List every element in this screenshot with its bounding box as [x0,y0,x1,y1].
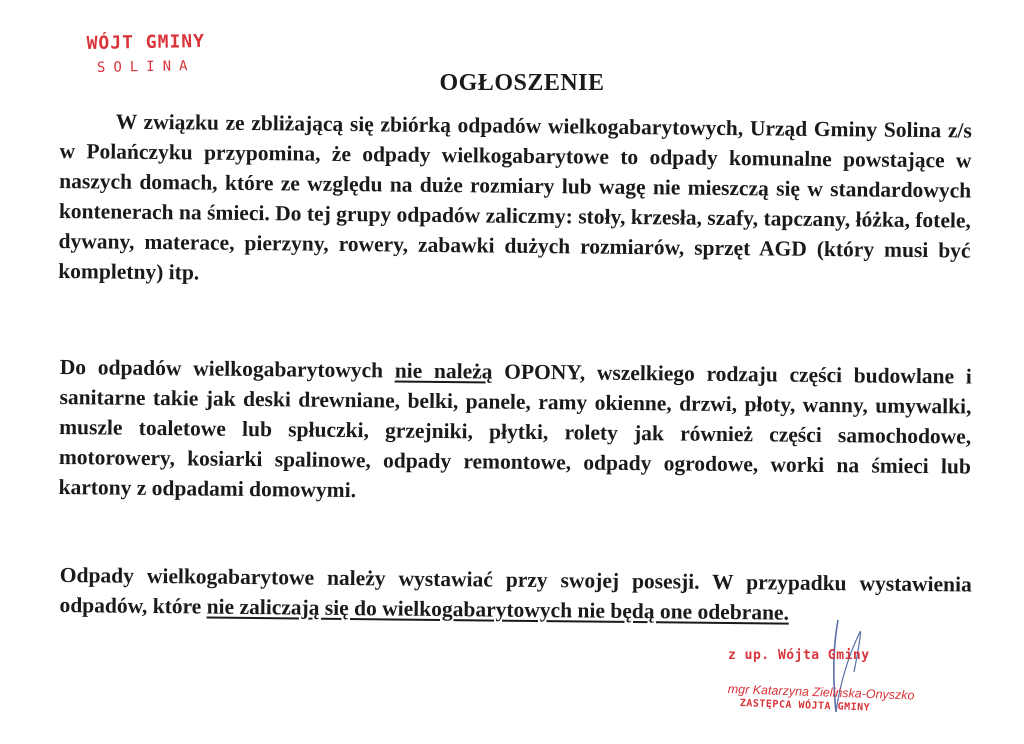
paragraph-2-rest: OPONY, wszelkiego rodzaju części budowlane i sanitarne takie jak deski drewniane, belki, panele, ramy okienne, drzwi, płoty, wanny, umywalki, muszle toaletowe lub spłuczki, grzejniki, płytki, rolety jak również części samochodowe, motorowery, kosiarki spalinowe, odpady remontowe, odpady ogrodowe, worki na śmieci lub kartony z odpadami domowymi. [58,359,972,503]
signatory-role: ZASTĘPCA WÓJTA GMINY [739,698,871,714]
stamp-title: WÓJT GMINY [86,30,206,55]
paragraph-2 [58,352,972,512]
paragraph-3-emphasis: nie zaliczają się do wielkogabarytowych nie będą one odebrane. [206,594,790,625]
document-title: OGŁOSZENIE [439,70,605,96]
paragraph-2-emphasis: nie należą [394,358,493,384]
stamp-subtitle: SOLINA [96,58,196,76]
signatory-name: mgr Katarzyna Zielińska-Onyszko [727,682,915,703]
paragraph-2-intro: Do odpadów wielkogabarytowych [59,354,395,383]
paragraph-1: W związku ze zbliżającą się zbiórką odpadów wielkogabarytowych, Urząd Gminy Solina z/s w Polańczyku przypomina, że odpady wielkogabarytowe to odpady komunalne powstające w naszych domach, które ze względu na duże rozmiary lub wagę nie mieszczą się w standardowych kontenerach na śmieci. Do tej grupy odpadów zaliczmy: stoły, krzesła, szafy, tapczany, łóżka, fotele, dywany, materace, pierzyny, rowery, zabawki dużych rozmiarów, sprzęt AGD (który musi być kompletny) itp. [58,109,972,285]
authorization-stamp: z up. Wójta Gminy [728,648,870,663]
paragraph-3-intro: Odpady wielkogabarytowe należy wystawiać przy swojej posesji. W przypadku wystawienia odpadów, które [59,562,972,619]
